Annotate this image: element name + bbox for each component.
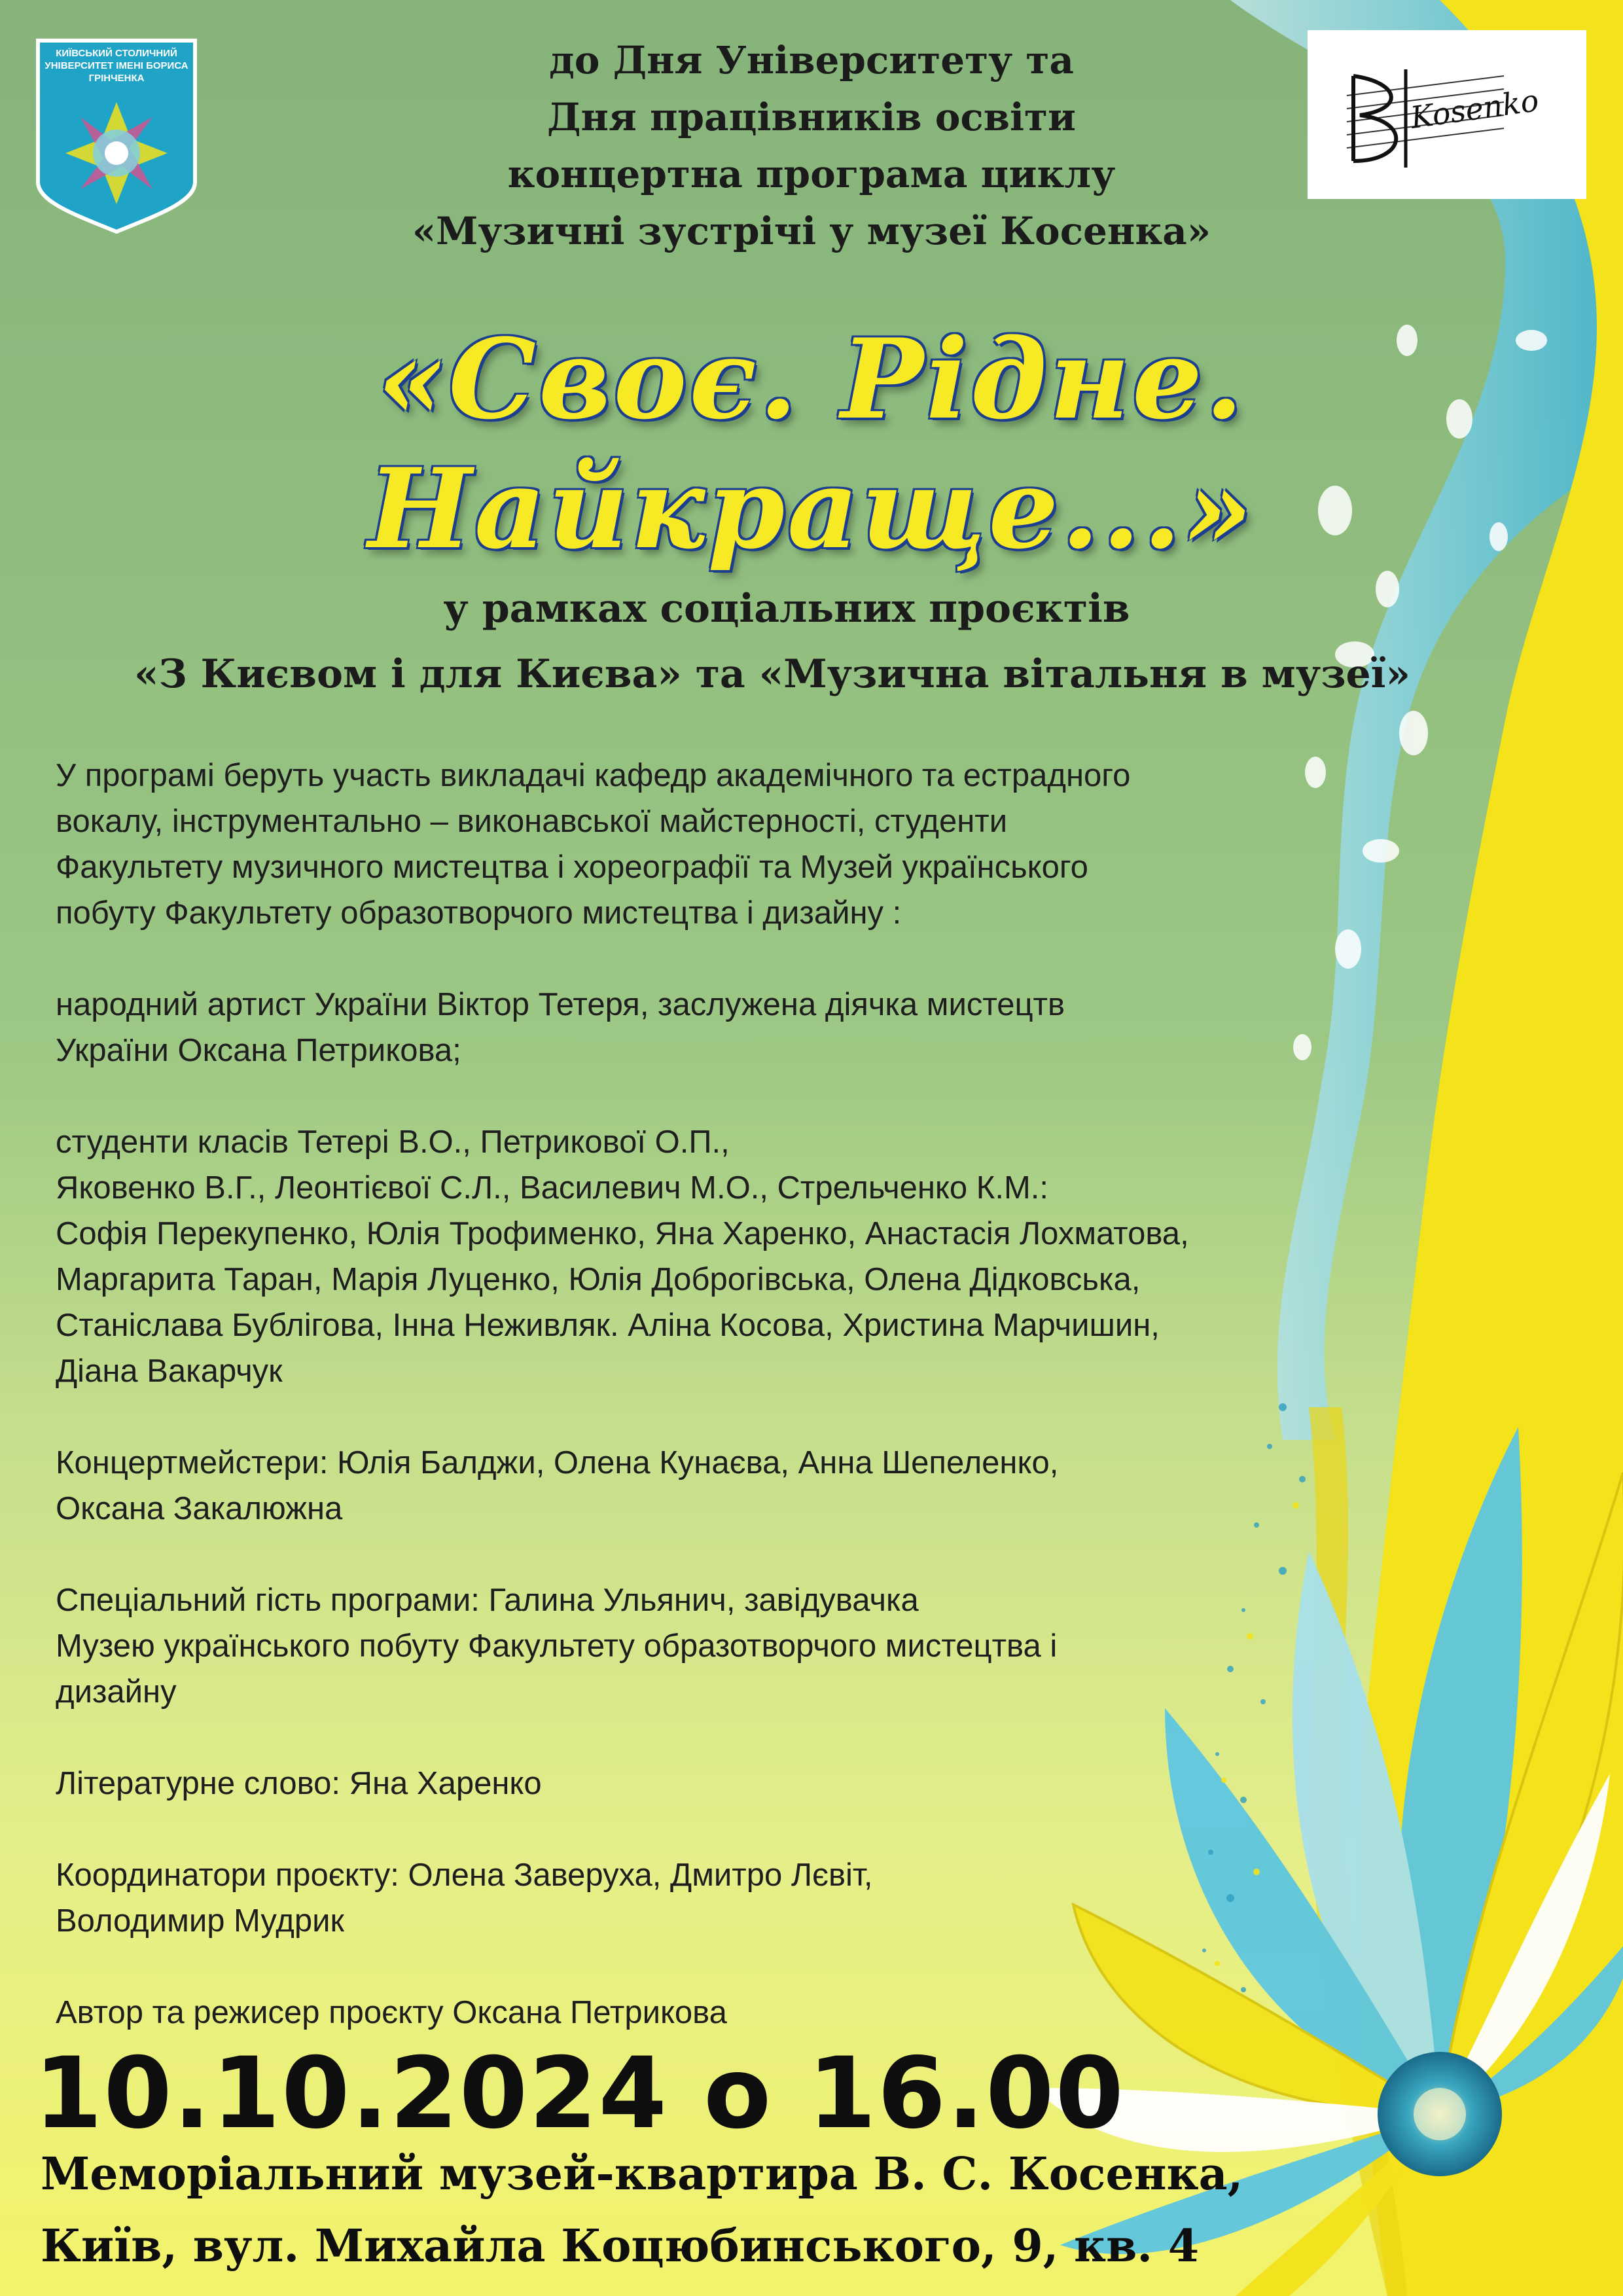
author-director: Автор та режисер проєкту Оксана Петрикова	[56, 1995, 727, 2030]
header-line-4: «Музичні зустрічі у музеї Косенка»	[412, 209, 1211, 253]
header-line-2: Дня працівників освіти	[546, 95, 1076, 139]
event-datetime: 10.10.2024 о 16.00	[34, 2037, 1125, 2151]
header-line-3: концертна програма циклу	[507, 152, 1116, 196]
event-venue: Меморіальний музей-квартира В. С. Косенка,	[41, 2148, 1243, 2200]
program-body	[56, 753, 1312, 2081]
coordinators: Координатори проєкту: Олена Заверуха, Дмитро Лєвіт, Володимир Мудрик	[56, 1857, 873, 1939]
projects-line-1: у рамках соціальних проєктів	[443, 586, 1130, 632]
literary-word: Літературне слово: Яна Харенко	[56, 1766, 542, 1801]
special-guest: Спеціальний гість програми: Галина Ульянич, завідувачка Музею українського побуту Факультету образотворчого мистецтва і дизайну	[56, 1583, 1058, 1710]
featured-artists: народний артист України Віктор Тетеря, заслужена діячка мистецтв України Оксана Петрикова;	[56, 987, 1065, 1068]
event-address: Київ, вул. Михайла Коцюбинського, 9, кв. 4	[41, 2220, 1200, 2272]
participants-intro: У програмі беруть участь викладачі кафедр академічного та естрадного вокалу, інструментально – виконавської майстерності, студенти Факультету музичного мистецтва і хореографії та Музей українського побуту Факультету образотворчого мистецтва і дизайну :	[56, 758, 1131, 931]
projects-line-2: «З Києвом і для Києва» та «Музична вітальня в музеї»	[134, 651, 1410, 697]
students-list: студенти класів Тетері В.О., Петрикової О.П., Яковенко В.Г., Леонтієвої С.Л., Василевич М.О., Стрельченко К.М.: Софія Перекупенко, Юлія Трофименко, Яна Харенко, Анастасія Лохматова, Маргарита Таран, Марія Луценко, Юлія Доброгівська, Олена Дідковська, Станіслава Бублігова, Інна Неживляк. Аліна Косова, Христина Марчишин, Діана Вакарчук	[56, 1124, 1189, 1389]
accompanists: Концертмейстери: Юлія Балджи, Олена Кунаєва, Анна Шепеленко, Оксана Закалюжна	[56, 1445, 1059, 1526]
concert-title: «Своє. Рідне. Найкраще...»	[368, 314, 1255, 573]
svg-text:Kosenko: Kosenko	[1408, 82, 1541, 135]
university-logo-caption: КИЇВСЬКИЙ СТОЛИЧНИЙ УНІВЕРСИТЕТ ІМЕНІ БОРИСА ГРІНЧЕНКА	[45, 48, 188, 84]
header-line-1: до Дня Університету та	[549, 38, 1074, 82]
